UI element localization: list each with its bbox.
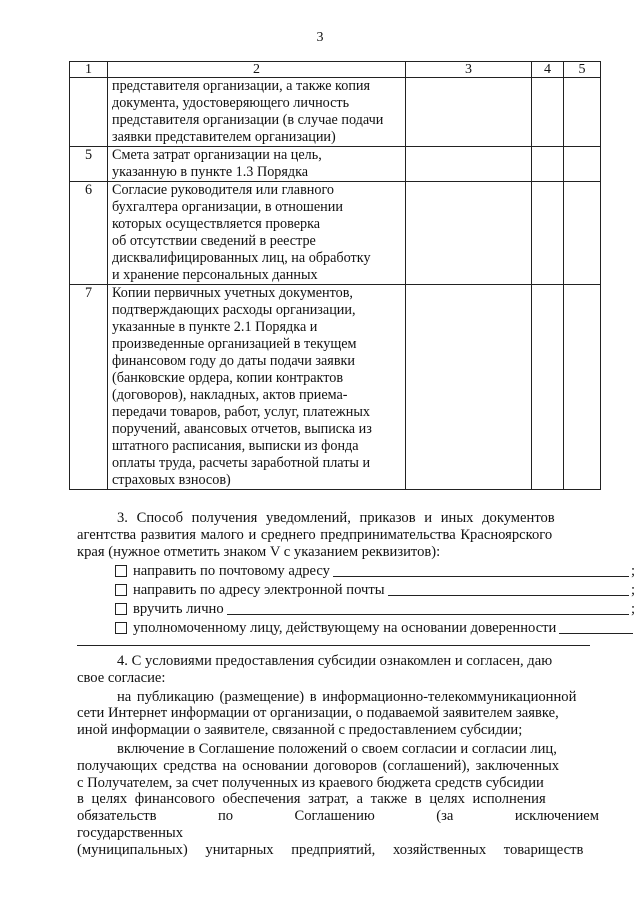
- option-end: ;: [630, 563, 635, 579]
- table-row: [70, 147, 601, 182]
- section-4-line: включение в Соглашение положений о своем согласии и согласии лиц,: [117, 740, 557, 757]
- option-end: ;: [630, 601, 635, 617]
- section-3: [77, 510, 599, 560]
- table-header-cell: 4: [532, 62, 564, 78]
- row-number: 6: [70, 182, 108, 285]
- checkbox-icon[interactable]: [115, 603, 127, 615]
- section-4-line: свое согласие:: [77, 669, 166, 686]
- section-4-line: сети Интернет информации от организации, о подаваемой заявителем заявке,: [77, 705, 559, 722]
- fill-line[interactable]: [333, 576, 629, 577]
- row-number: [70, 78, 108, 147]
- section-4-line: иной информации о заявителе, связанной с предоставлением субсидии;: [77, 722, 523, 739]
- page-number: 3: [316, 30, 324, 45]
- empty-cell: [564, 285, 601, 490]
- table-header-cell: 2: [108, 62, 406, 78]
- table-header-cell: 1: [70, 62, 108, 78]
- option-proxy[interactable]: [115, 618, 635, 637]
- row-text: Копии первичных учетных документов, подтверждающих расходы организации, указанные в пункте 2.1 Порядка и произведенные организацией в текущем финансовом году до даты подачи заявки (банковские ордера, копии контрактов (договоров), накладных, актов приема- передачи товаров, работ, услуг, платежных поручений, авансовых отчетов, выписка из штатного расписания, выписки из фонда оплаты труда, расчеты заработной платы и страховых взносов): [108, 285, 406, 490]
- empty-cell: [532, 78, 564, 147]
- row-text: представителя организации, а также копия документа, удостоверяющего личность представителя организации (в случае подачи заявки представителем организации): [108, 78, 406, 147]
- checkbox-icon[interactable]: [115, 565, 127, 577]
- table-header-cell: 3: [406, 62, 532, 78]
- section-4-line: обязательств по Соглашению (за исключением государственных: [77, 808, 599, 841]
- option-postal[interactable]: [115, 561, 635, 580]
- fill-line[interactable]: [559, 633, 633, 634]
- option-email[interactable]: [115, 580, 635, 599]
- documents-table: [69, 61, 601, 490]
- option-in-person[interactable]: [115, 599, 635, 618]
- section-4-line: (муниципальных) унитарных предприятий, хозяйственных товариществ: [77, 841, 584, 858]
- table-row: [70, 182, 601, 285]
- row-text: Согласие руководителя или главного бухгалтера организации, в отношении которых осуществляется проверка об отсутствии сведений в реестре дисквалифицированных лиц, на обработку и хранение персональных данных: [108, 182, 406, 285]
- empty-cell: [564, 78, 601, 147]
- empty-cell: [532, 285, 564, 490]
- empty-cell: [406, 285, 532, 490]
- section-3-line: 3. Способ получения уведомлений, приказов и иных документов: [117, 510, 555, 526]
- table-header-cell: 5: [564, 62, 601, 78]
- row-text: Смета затрат организации на цель, указанную в пункте 1.3 Порядка: [108, 147, 406, 182]
- empty-cell: [532, 182, 564, 285]
- fill-line[interactable]: [227, 614, 629, 615]
- empty-cell: [406, 182, 532, 285]
- empty-cell: [564, 147, 601, 182]
- section-3-line: агентства развития малого и среднего предпринимательства Красноярского: [77, 526, 553, 543]
- option-label: вручить лично: [133, 601, 224, 617]
- option-label: уполномоченному лицу, действующему на основании доверенности: [133, 620, 557, 636]
- delivery-options: [77, 561, 635, 637]
- fill-line[interactable]: [77, 645, 590, 646]
- row-number: 5: [70, 147, 108, 182]
- section-4-line: в целях финансового обеспечения затрат, а также в целях исполнения: [77, 791, 546, 808]
- fill-line[interactable]: [388, 595, 629, 596]
- section-4-line: на публикацию (размещение) в информационно-телекоммуникационной: [117, 688, 577, 705]
- option-end: ;: [630, 582, 635, 598]
- section-4: [77, 653, 599, 859]
- empty-cell: [406, 147, 532, 182]
- table-row: [70, 285, 601, 490]
- option-label: направить по адресу электронной почты: [133, 582, 385, 598]
- row-number: 7: [70, 285, 108, 490]
- section-3-line: края (нужное отметить знаком V с указанием реквизитов):: [77, 543, 441, 560]
- empty-cell: [564, 182, 601, 285]
- empty-cell: [406, 78, 532, 147]
- table-header-row: [70, 62, 601, 78]
- table-row: [70, 78, 601, 147]
- section-4-line: получающих средства на основании договоров (соглашений), заключенных: [77, 757, 560, 774]
- empty-cell: [532, 147, 564, 182]
- checkbox-icon[interactable]: [115, 584, 127, 596]
- option-label: направить по почтовому адресу: [133, 563, 330, 579]
- section-4-line: с Получателем, за счет полученных из краевого бюджета средств субсидии: [77, 774, 544, 791]
- section-4-line: 4. С условиями предоставления субсидии ознакомлен и согласен, даю: [117, 653, 553, 669]
- checkbox-icon[interactable]: [115, 622, 127, 634]
